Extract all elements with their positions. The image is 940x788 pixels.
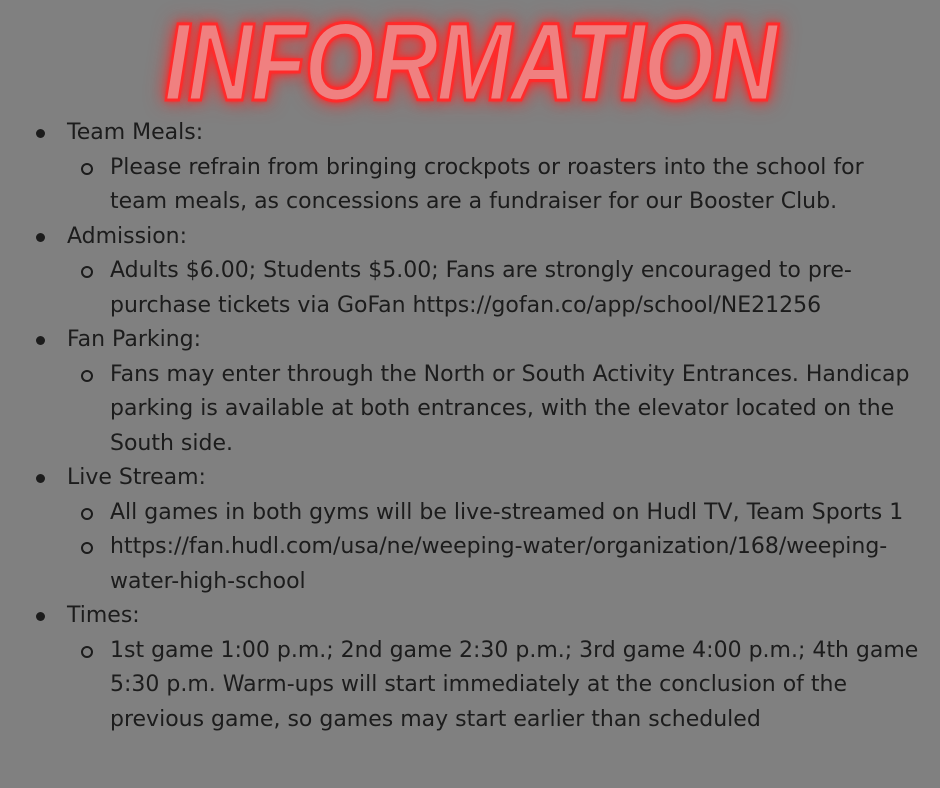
bullet-icon: [36, 474, 45, 483]
section-admission: [0, 220, 940, 324]
circle-bullet-icon: [81, 542, 93, 554]
section-heading: [0, 323, 940, 358]
item-text: All games in both gyms will be live-streamed on Hudl TV, Team Sports 1: [110, 499, 904, 525]
section-heading: [0, 116, 940, 151]
circle-bullet-icon: [81, 646, 93, 658]
heading-text: Admission:: [67, 223, 188, 249]
bullet-icon: [36, 129, 45, 138]
item-text: Fans may enter through the North or South Activity Entrances. Handicap parking is available at both entrances, with the elevator located on the South side.: [110, 361, 910, 456]
circle-bullet-icon: [81, 163, 93, 175]
bullet-icon: [36, 336, 45, 345]
section-team-meals: [0, 116, 940, 220]
bullet-icon: [36, 612, 45, 621]
section-heading: [0, 220, 940, 255]
section-heading: [0, 461, 940, 496]
heading-text: Live Stream:: [67, 465, 206, 490]
item-text: Adults $6.00; Students $5.00; Fans are strongly encouraged to pre-purchase tickets via GoFan https://gofan.co/app/school/NE21256: [110, 258, 852, 318]
item-text[interactable]: https://fan.hudl.com/usa/ne/weeping-water/organization/168/weeping-water-high-school: [110, 534, 888, 594]
section-times: [0, 599, 940, 737]
heading-text: Team Meals:: [67, 120, 204, 145]
circle-bullet-icon: [81, 508, 93, 520]
heading-text: Times:: [67, 603, 140, 628]
bullet-icon: [36, 233, 45, 242]
item-text: Please refrain from bringing crockpots or roasters into the school for team meals, as concessions are a fundraiser for our Booster Club.: [110, 154, 864, 214]
list-item: [0, 496, 940, 531]
list-item: [0, 634, 940, 738]
section-fan-parking: [0, 323, 940, 461]
item-text: 1st game 1:00 p.m.; 2nd game 2:30 p.m.; 3rd game 4:00 p.m.; 4th game 5:30 p.m. Warm-ups will start immediately at the conclusion of the previous game, so games may start earlier than scheduled: [110, 637, 919, 732]
list-item: [0, 254, 940, 323]
circle-bullet-icon: [81, 370, 93, 382]
section-heading: [0, 599, 940, 634]
list-item: [0, 151, 940, 220]
heading-text: Fan Parking:: [67, 327, 202, 352]
info-list: [0, 116, 940, 737]
page-title: INFORMATION: [164, 1, 776, 124]
circle-bullet-icon: [81, 266, 93, 278]
section-live-stream: [0, 461, 940, 599]
list-item: [0, 358, 940, 462]
stream-link[interactable]: [0, 530, 940, 599]
